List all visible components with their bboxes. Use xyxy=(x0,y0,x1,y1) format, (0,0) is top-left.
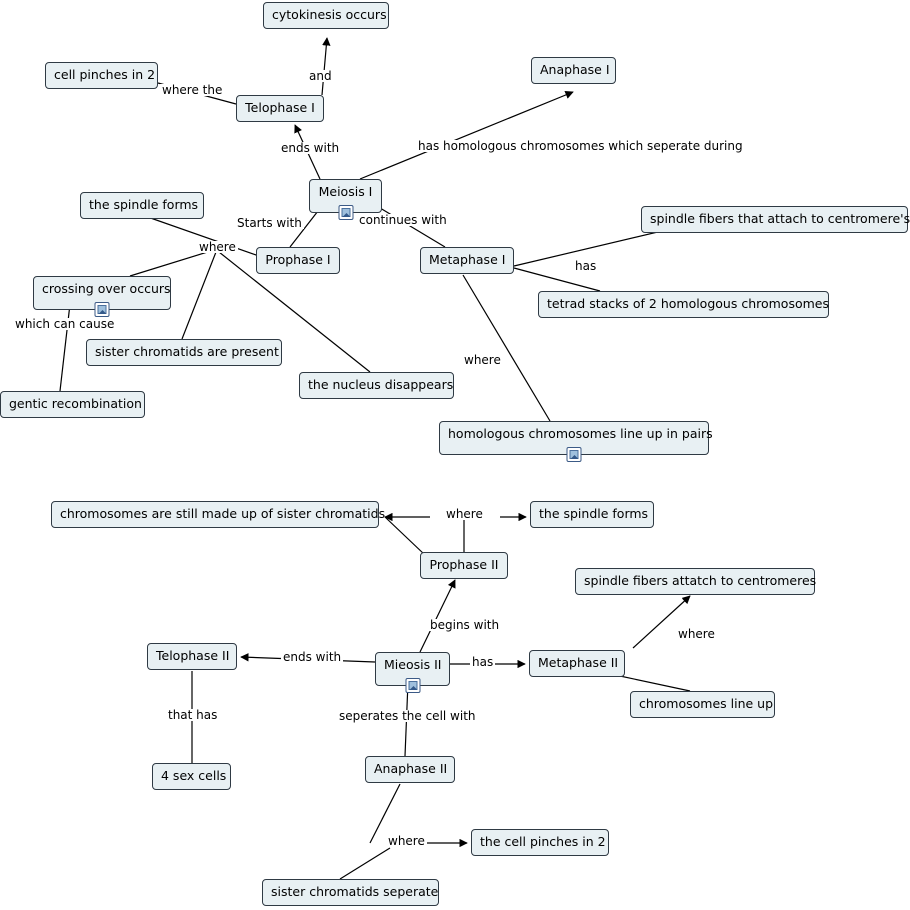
node-the-spindle-forms-1[interactable] xyxy=(80,192,204,219)
node-chromosomes-line-up[interactable] xyxy=(630,691,775,718)
image-resource-icon[interactable] xyxy=(338,205,353,220)
edge-label-has-2: has xyxy=(472,655,494,669)
node-label: gentic recombination xyxy=(9,396,142,411)
node-label: cytokinesis occurs xyxy=(272,7,387,22)
node-label: tetrad stacks of 2 homologous chromosomes xyxy=(547,296,829,311)
edge-label-that-has: that has xyxy=(168,708,218,722)
node-label: Prophase II xyxy=(429,557,499,572)
node-label: cell pinches in 2 xyxy=(54,67,156,82)
node-label: Metaphase II xyxy=(538,655,619,670)
edge-label-has-1: has xyxy=(575,259,597,273)
node-the-cell-pinches-in-2[interactable] xyxy=(471,829,609,856)
edge-label-starts-with: Starts with xyxy=(237,216,302,230)
image-resource-icon[interactable] xyxy=(405,678,420,693)
node-label: chromosomes line up xyxy=(639,696,774,711)
node-genetic-recombination[interactable] xyxy=(0,391,145,418)
node-label: Mieosis II xyxy=(384,657,442,672)
edge-label-where-5: where xyxy=(388,834,425,848)
edge-label-continues-with: continues with xyxy=(359,213,447,227)
node-tetrad-stacks[interactable] xyxy=(538,291,829,318)
node-label: chromosomes are still made up of sister chromatids xyxy=(60,506,386,521)
edge-label-ends-with-2: ends with xyxy=(283,650,342,664)
node-telophase-ii[interactable] xyxy=(147,643,237,670)
node-cell-pinches-in-2[interactable] xyxy=(45,62,158,89)
node-crossing-over-occurs[interactable] xyxy=(33,276,171,310)
edge-label-where-3: where xyxy=(446,507,483,521)
node-metaphase-i[interactable] xyxy=(420,247,514,274)
node-cytokinesis-occurs[interactable] xyxy=(263,2,389,29)
edge-label-where-2: where xyxy=(464,353,501,367)
node-spindle-fibers-centromeres-2[interactable] xyxy=(575,568,815,595)
image-resource-icon[interactable] xyxy=(567,447,582,462)
edge-label-ends-with-1: ends with xyxy=(281,141,340,155)
node-sister-chromatids-seperate[interactable] xyxy=(262,879,439,906)
edge-label-where-4: where xyxy=(678,627,715,641)
edge-label-where-the: where the xyxy=(162,83,223,97)
image-resource-icon[interactable] xyxy=(95,302,110,317)
edge-label-begins-with: begins with xyxy=(430,618,500,632)
node-label: spindle fibers attatch to centromeres xyxy=(584,573,817,588)
node-label: Meiosis I xyxy=(318,184,373,199)
node-meiosis-i[interactable] xyxy=(309,179,382,213)
edge-label-where-1: where xyxy=(199,240,236,254)
node-prophase-i[interactable] xyxy=(256,247,340,274)
node-label: Telophase II xyxy=(156,648,230,663)
node-homologous-chromosomes-line-up[interactable] xyxy=(439,421,713,455)
edge-label-which-can-cause: which can cause xyxy=(15,317,115,331)
node-label: homologous chromosomes line up in pairs xyxy=(448,426,713,441)
edge-label-seperates-the-cell-with: seperates the cell with xyxy=(339,709,476,723)
node-metaphase-ii[interactable] xyxy=(529,650,625,677)
node-label: 4 sex cells xyxy=(161,768,227,783)
node-label: the spindle forms xyxy=(89,197,199,212)
node-the-spindle-forms-2[interactable] xyxy=(530,501,654,528)
node-label: spindle fibers that attach to centromere's xyxy=(650,211,910,226)
node-label: Telophase I xyxy=(245,100,315,115)
node-meiosis-ii[interactable] xyxy=(375,652,450,686)
node-prophase-ii[interactable] xyxy=(420,552,508,579)
node-label: Anaphase I xyxy=(540,62,610,77)
edge-label-has-homologous-chromosomes: has homologous chromosomes which seperate during xyxy=(418,139,743,153)
node-label: crossing over occurs xyxy=(42,281,171,296)
node-label: Metaphase I xyxy=(429,252,506,267)
node-anaphase-i[interactable] xyxy=(531,57,616,84)
node-label: the spindle forms xyxy=(539,506,649,521)
node-4-sex-cells[interactable] xyxy=(152,763,231,790)
node-label: the nucleus disappears xyxy=(308,377,454,392)
node-label: sister chromatids are present xyxy=(95,344,279,359)
node-label: Anaphase II xyxy=(374,761,448,776)
node-nucleus-disappears[interactable] xyxy=(299,372,454,399)
node-sister-chromatids-present[interactable] xyxy=(86,339,282,366)
edge-label-and: and xyxy=(309,69,332,83)
node-chromosomes-still-sister-chromatids[interactable] xyxy=(51,501,386,528)
node-anaphase-ii[interactable] xyxy=(365,756,455,783)
node-spindle-fibers-centromeres-1[interactable] xyxy=(641,206,908,233)
node-label: sister chromatids seperate xyxy=(271,884,439,899)
node-label: the cell pinches in 2 xyxy=(480,834,606,849)
node-telophase-i[interactable] xyxy=(236,95,324,122)
node-label: Prophase I xyxy=(265,252,331,267)
